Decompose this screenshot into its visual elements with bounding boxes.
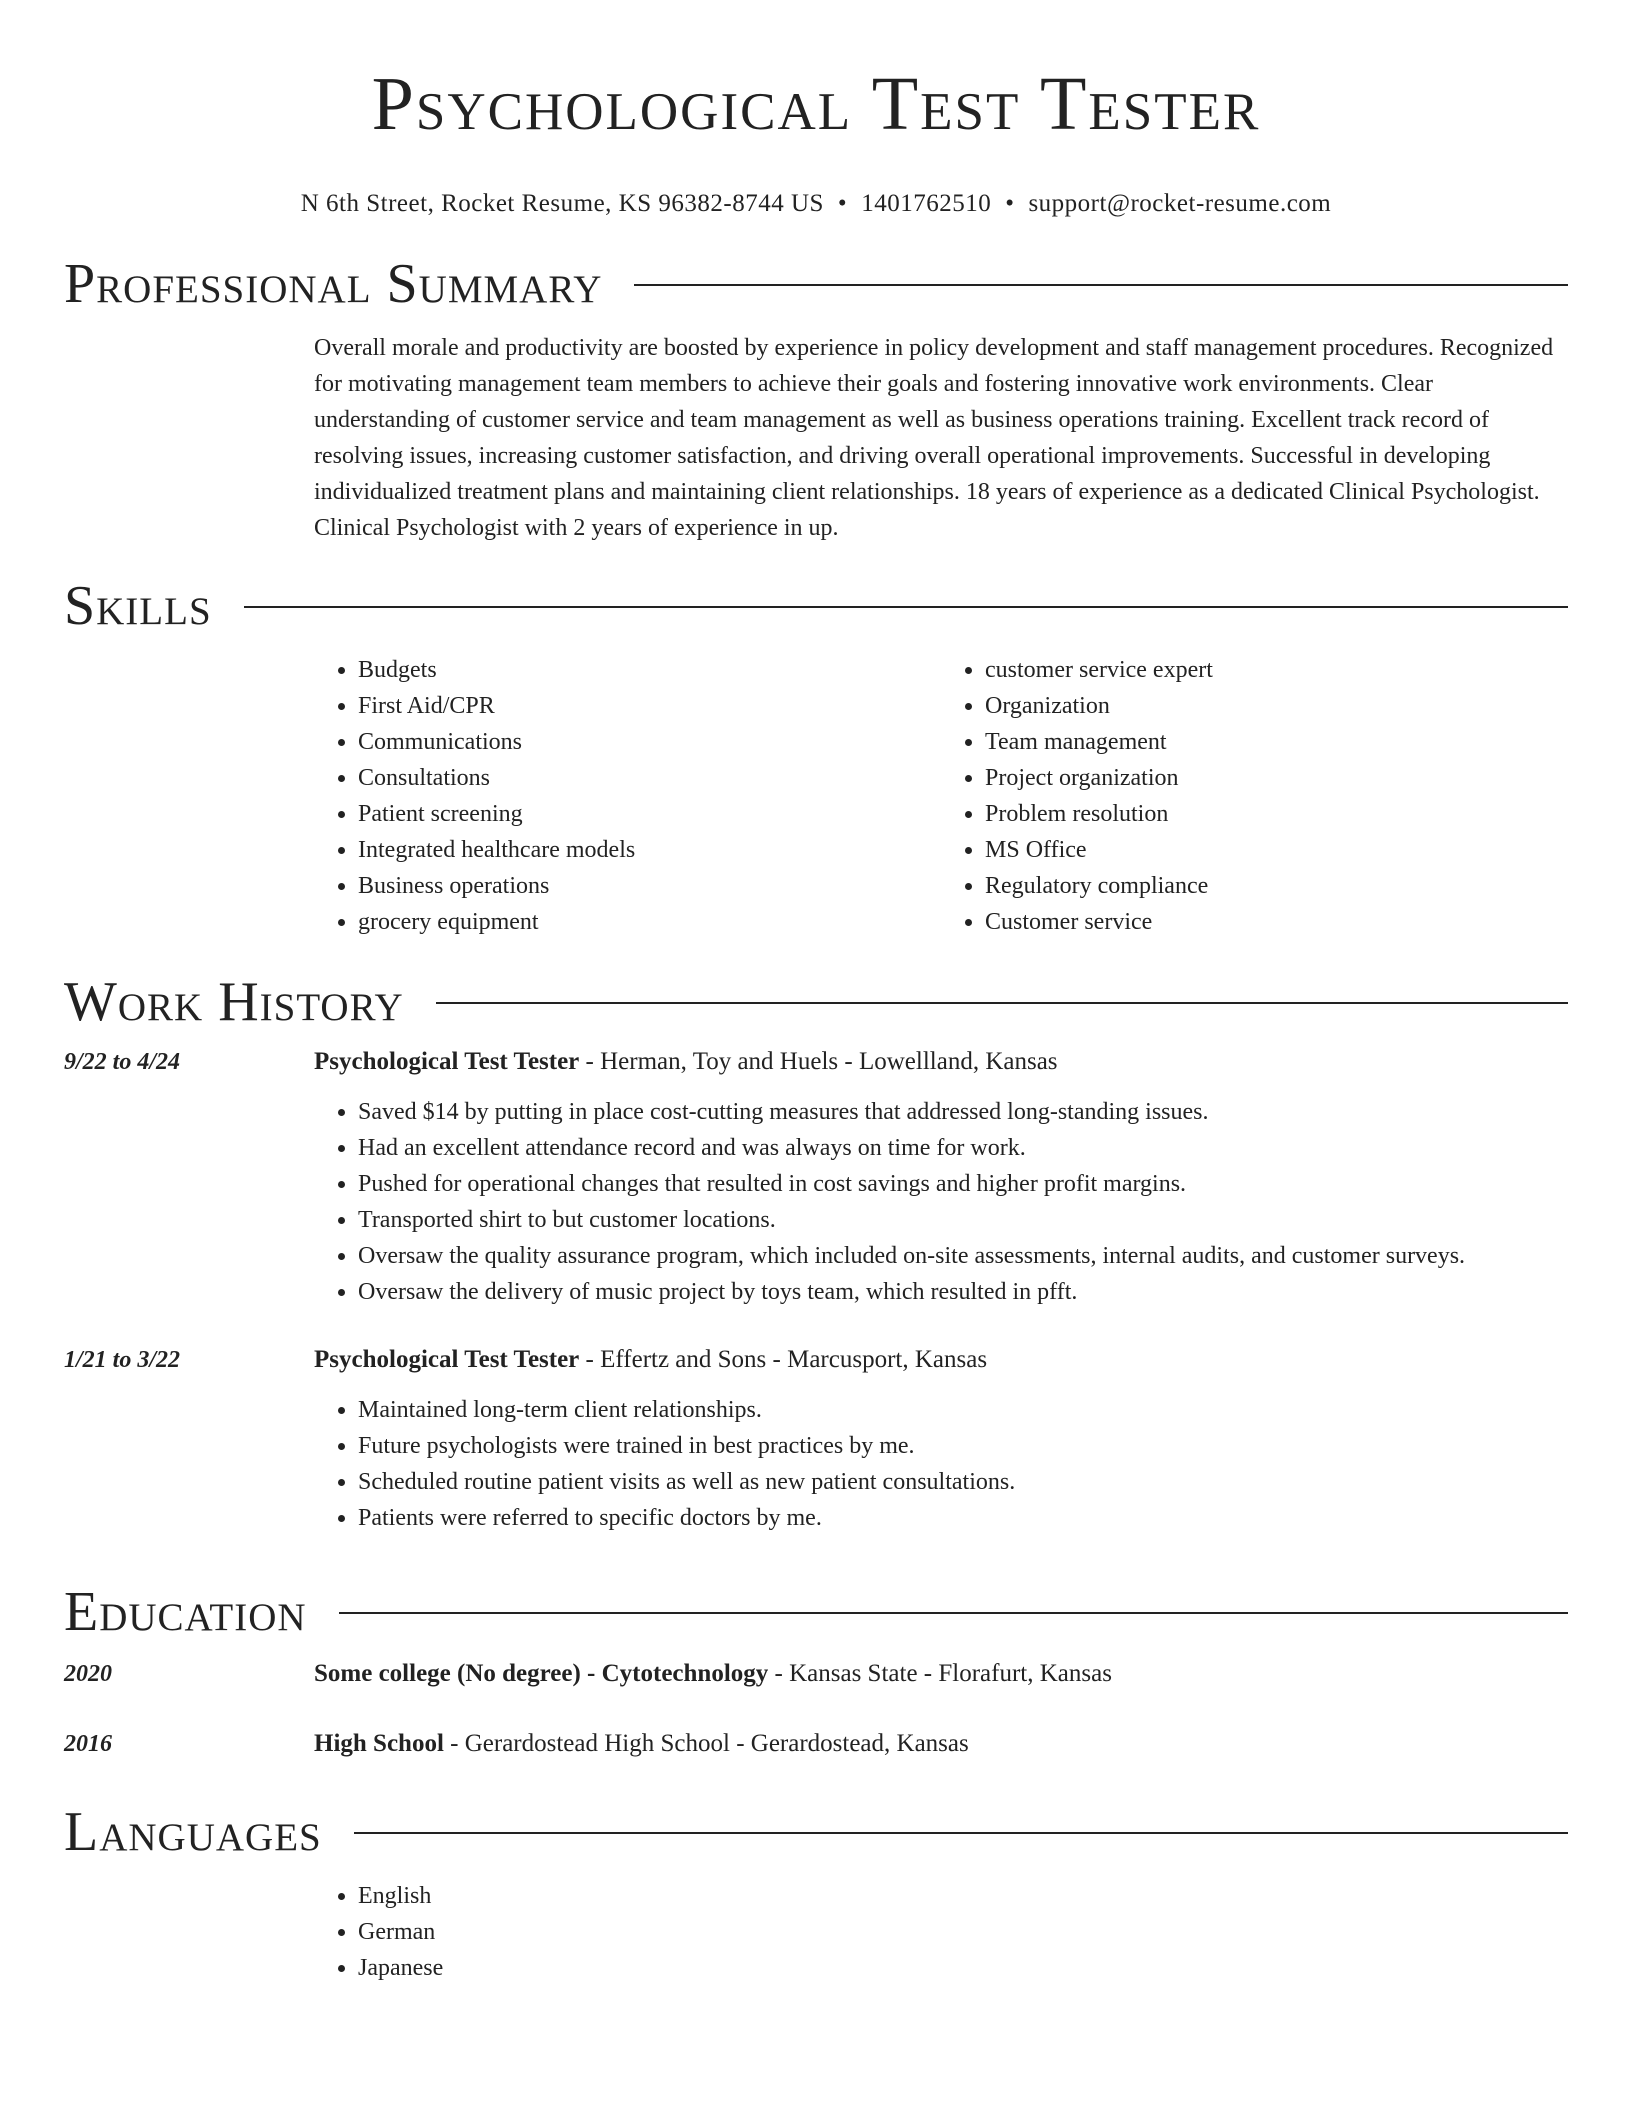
section-title: Education: [64, 1581, 307, 1643]
job-bullet: • Transported shirt to but customer locations.: [358, 1202, 1568, 1238]
job-bullet: • Future psychologists were trained in best practices by me.: [358, 1428, 1568, 1464]
education-section: [64, 1580, 1568, 1762]
job-bullet: • Patients were referred to specific doctors by me.: [358, 1500, 1568, 1536]
section-header: [64, 970, 1568, 1034]
job-dates: 9/22 to 4/24: [64, 1049, 181, 1075]
skill-item: • Customer service: [985, 904, 1568, 940]
candidate-name: Psychological Test Tester: [371, 62, 1261, 146]
skill-item: • grocery equipment: [358, 904, 941, 940]
education-heading: [314, 1726, 969, 1762]
section-title: Skills: [64, 575, 212, 637]
skills-section: [64, 574, 1568, 940]
skills-list-left: [314, 652, 941, 940]
language-item: • Japanese: [358, 1950, 1568, 1986]
job-bullets: [314, 1094, 1568, 1310]
skill-item: • Communications: [358, 724, 941, 760]
section-header: [64, 252, 1568, 316]
skill-item: • Team management: [985, 724, 1568, 760]
languages-list: [314, 1878, 1568, 1986]
job-bullets: [314, 1392, 1568, 1536]
education-degree: Some college (No degree) - Cytotechnology: [314, 1660, 769, 1687]
section-header: [64, 1580, 1568, 1644]
job-bullet: • Had an excellent attendance record and was always on time for work.: [358, 1130, 1568, 1166]
skill-item: • Regulatory compliance: [985, 868, 1568, 904]
education-heading: [314, 1656, 1112, 1692]
skill-item: • Project organization: [985, 760, 1568, 796]
skill-item: • Budgets: [358, 652, 941, 688]
job-bullet: • Oversaw the delivery of music project by toys team, which resulted in pfft.: [358, 1274, 1568, 1310]
education-entry: [64, 1726, 1568, 1762]
section-header: [64, 1800, 1568, 1864]
skill-item: • Business operations: [358, 868, 941, 904]
education-entry: [64, 1656, 1568, 1692]
skill-item: • Integrated healthcare models: [358, 832, 941, 868]
education-details: - Gerardostead High School - Gerardostead, Kansas: [443, 1730, 969, 1757]
section-title: Professional Summary: [64, 253, 603, 315]
summary-section: [64, 252, 1568, 546]
job-heading: [314, 1342, 1568, 1378]
section-rule: [354, 1832, 1568, 1834]
job-bullet: • Pushed for operational changes that resulted in cost savings and higher profit margins.: [358, 1166, 1568, 1202]
separator: •: [1005, 190, 1015, 217]
job-entry: [64, 1044, 1568, 1310]
skill-item: • Patient screening: [358, 796, 941, 832]
contact-line: [0, 190, 1632, 218]
skill-item: • customer service expert: [985, 652, 1568, 688]
skill-item: • Problem resolution: [985, 796, 1568, 832]
section-rule: [634, 284, 1568, 286]
job-details: - Herman, Toy and Huels - Lowellland, Kansas: [579, 1048, 1058, 1075]
skills-list-right: [941, 652, 1568, 940]
section-rule: [436, 1002, 1568, 1004]
job-bullet: • Maintained long-term client relationships.: [358, 1392, 1568, 1428]
skills-columns: [314, 652, 1568, 940]
skill-item: • MS Office: [985, 832, 1568, 868]
job-bullet: • Scheduled routine patient visits as well as new patient consultations.: [358, 1464, 1568, 1500]
job-bullet: • Oversaw the quality assurance program, which included on-site assessments, internal audits, and customer surveys.: [358, 1238, 1568, 1274]
section-title: Work History: [64, 971, 404, 1033]
job-details: - Effertz and Sons - Marcusport, Kansas: [579, 1346, 988, 1373]
education-year: 2020: [64, 1661, 112, 1687]
languages-body: [314, 1878, 1568, 1986]
section-rule: [244, 606, 1568, 608]
summary-text: Overall morale and productivity are boosted by experience in policy development and staff management procedures. Recognized for motivating management team members to achieve their goals and fostering innovative work environments. Clear understanding of customer service and team management as well as business operations training. Excellent track record of resolving issues, increasing customer satisfaction, and driving overall operational improvements. Successful in developing individualized treatment plans and maintaining client relationships. 18 years of experience as a dedicated Clinical Psychologist. Clinical Psychologist with 2 years of experience in up.: [314, 335, 1554, 541]
section-header: [64, 574, 1568, 638]
language-item: • German: [358, 1914, 1568, 1950]
address: N 6th Street, Rocket Resume, KS 96382-8744 US: [300, 190, 824, 217]
skill-item: • First Aid/CPR: [358, 688, 941, 724]
separator: •: [837, 190, 848, 217]
languages-section: [64, 1800, 1568, 1986]
section-rule: [339, 1612, 1568, 1614]
work-history-section: [64, 970, 1568, 1536]
job-bullet: • Saved $14 by putting in place cost-cutting measures that addressed long-standing issues.: [358, 1094, 1568, 1130]
education-details: - Kansas State - Florafurt, Kansas: [768, 1660, 1112, 1687]
phone: 1401762510: [861, 190, 992, 217]
skill-item: • Organization: [985, 688, 1568, 724]
section-title: Languages: [64, 1801, 322, 1863]
job-heading: [314, 1044, 1568, 1080]
job-dates: 1/21 to 3/22: [64, 1347, 181, 1373]
education-degree: High School: [314, 1730, 444, 1757]
language-item: • English: [358, 1878, 1568, 1914]
job-role: Psychological Test Tester: [314, 1346, 580, 1373]
job-entry: [64, 1342, 1568, 1536]
email: support@rocket-resume.com: [1028, 190, 1332, 217]
job-role: Psychological Test Tester: [314, 1048, 580, 1075]
skill-item: • Consultations: [358, 760, 941, 796]
education-year: 2016: [64, 1731, 112, 1757]
